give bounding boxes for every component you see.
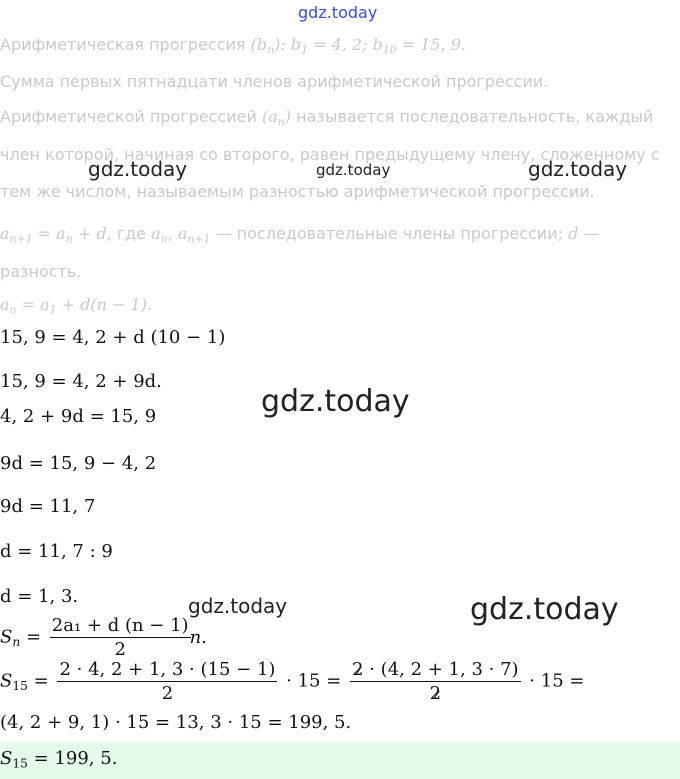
- step-4: 9d = 15, 9 − 4, 2: [0, 453, 157, 474]
- sum-15-calculation: $S_{15}$ = $\frac{2 \cdot 4, 2 + 1, 3 \cdot (15 - 1)}{2}$ · 15 = $\frac{2 \cdot (4, 2 + 1, 3 \cdot 7)}{2}$ · 15 =: [0, 659, 585, 704]
- theory-line-3: тем же числом, называемым разностью арифметической прогрессии.: [0, 182, 595, 201]
- task-sequence: $(b_n)$: $b_1 = 4$, 2; $b_{10} = 15$, 9.: [250, 35, 467, 57]
- watermark: gdz.today: [188, 594, 288, 618]
- step-7: d = 1, 3.: [0, 586, 79, 607]
- task-prefix: Арифметическая прогрессия: [0, 35, 246, 54]
- theory-line-2: член которой, начиная со второго, равен предыдущему члену, сложенному с: [0, 145, 660, 164]
- task-statement: [0, 35, 466, 56]
- watermark: gdz.today: [261, 384, 410, 419]
- step-2: 15, 9 = 4, 2 + 9d.: [0, 371, 162, 392]
- watermark-top: gdz.today: [298, 3, 378, 22]
- watermark: gdz.today: [470, 592, 619, 627]
- theory-formula: $a_{n+1} = a_n + d$, где $a_n$, $a_{n+1}$ — последовательные члены прогрессии; d —: [0, 224, 600, 246]
- sum-15-fraction-2: $\frac{2 \cdot (4, 2 + 1, 3 \cdot 7)}{2}$: [352, 659, 519, 704]
- step-6: d = 11, 7 : 9: [0, 541, 113, 562]
- theory-razn: разность.: [0, 262, 82, 281]
- watermark: gdz.today: [528, 157, 628, 181]
- step-1: 15, 9 = 4, 2 + d (10 − 1): [0, 327, 226, 348]
- sum-formula-fraction: $\frac{\text{2a₁ + d (n − 1)}}{2}$: [51, 615, 189, 660]
- task-question: Сумма первых пятнадцати членов арифметической прогрессии.: [0, 72, 549, 91]
- watermark: gdz.today: [316, 161, 391, 179]
- theory-line-1: Арифметической прогрессией $(a_n)$ называется последовательность, каждый: [0, 107, 654, 129]
- watermark: gdz.today: [88, 157, 188, 181]
- step-final-calc: (4, 2 + 9, 1) · 15 = 13, 3 · 15 = 199, 5.: [0, 712, 352, 733]
- sum-formula: $S_n$ = $\frac{\text{2a₁ + d (n − 1)}}{2}$ n.: [0, 615, 207, 660]
- theory-general-formula: $a_n = a_1 + d(n - 1)$.: [0, 295, 153, 317]
- sum-15-fraction-1: $\frac{2 \cdot 4, 2 + 1, 3 \cdot (15 - 1)}{2}$: [59, 659, 276, 704]
- answer: $S_{15} = 199$, 5.: [0, 748, 118, 771]
- step-3: 4, 2 + 9d = 15, 9: [0, 406, 157, 427]
- step-5: 9d = 11, 7: [0, 496, 96, 517]
